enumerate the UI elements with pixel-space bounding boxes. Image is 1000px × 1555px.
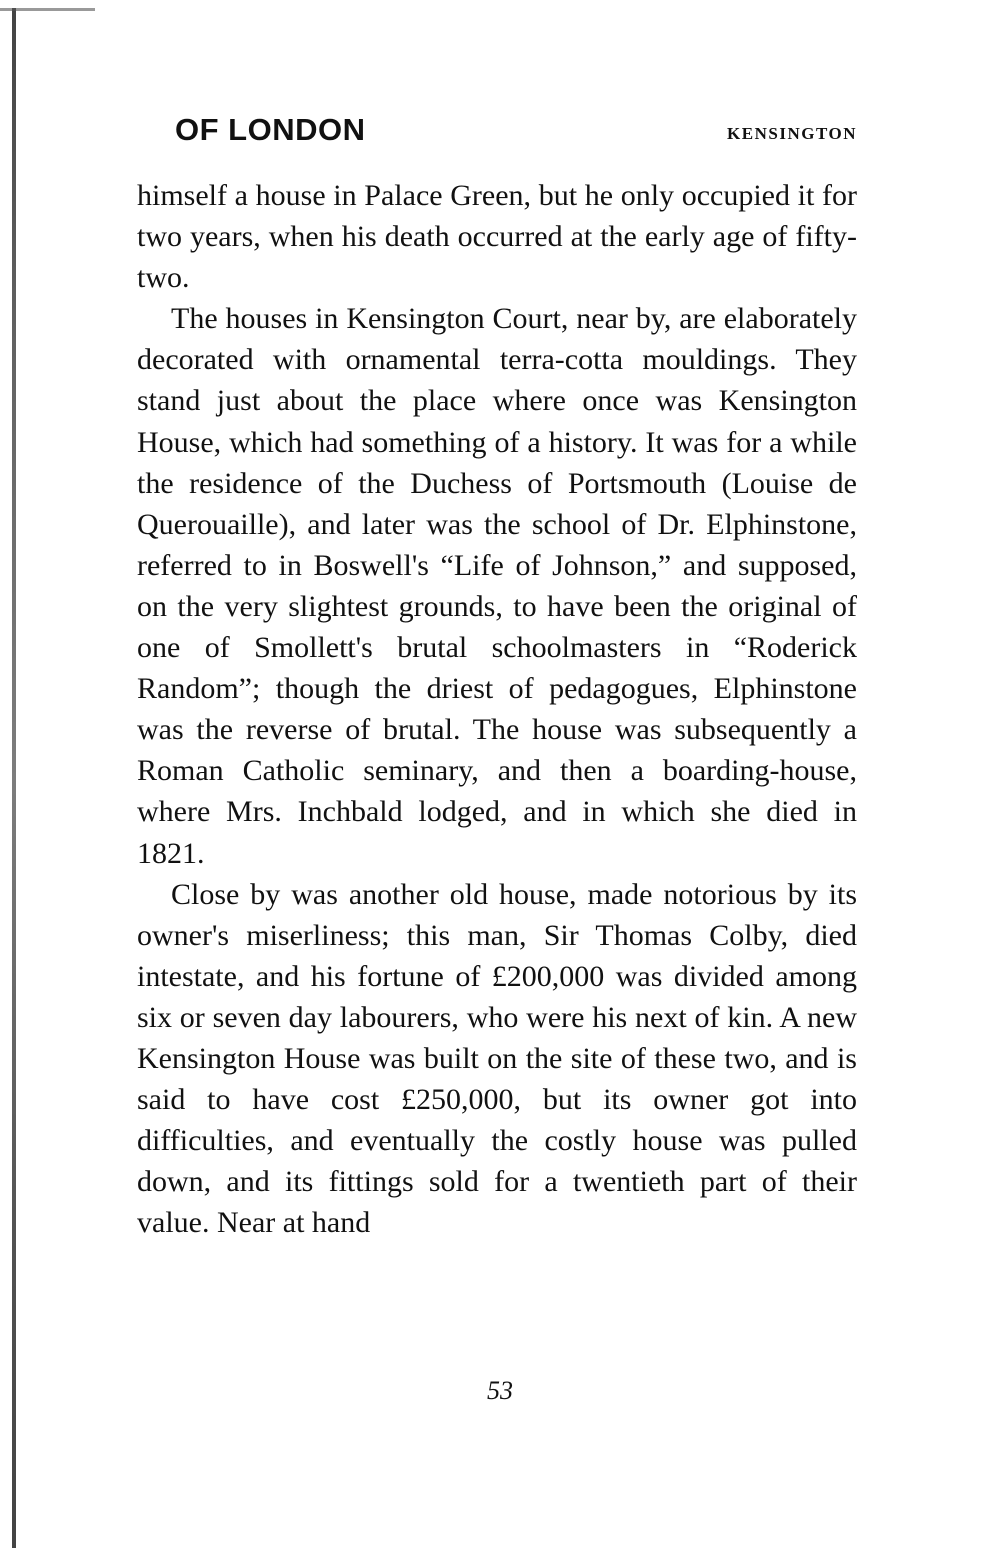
page-body <box>137 175 857 1243</box>
scan-edge-shadow <box>12 8 16 1548</box>
scan-edge-top-shadow <box>0 8 95 11</box>
paragraph-colby-house: Close by was another old house, made notorious by its owner's miserliness; this man, Sir Thomas Colby, died intestate, and his fortune of £200,000 was divided among six or seven day labourers, who were his next of kin. A new Kensington House was built on the site of these two, and is said to have cost £250,000, but its owner got into difficulties, and eventually the costly house was pulled down, and its fittings sold for a twentieth part of their value. Near at hand <box>137 877 857 1240</box>
running-head-left: OF LONDON <box>175 112 366 147</box>
running-head-right: KENSINGTON <box>727 124 857 143</box>
paragraph-continuation: himself a house in Palace Green, but he only occupied it for two years, when his death occurred at the early age of fifty-two. <box>137 179 857 295</box>
page-number: 53 <box>487 1376 513 1405</box>
running-head <box>175 112 857 156</box>
paragraph-kensington-court: The houses in Kensington Court, near by, are elaborately decorated with ornamental terra-cotta mouldings. They stand just about the place where once was Kensington House, which had something of a history. It was for a while the residence of the Duchess of Portsmouth (Louise de Querouaille), and later was the school of Dr. Elphinstone, referred to in Boswell's “Life of Johnson,” and supposed, on the very slightest grounds, to have been the original of one of Smollett's brutal schoolmasters in “Roderick Random”; though the driest of pedagogues, Elphinstone was the reverse of brutal. The house was subsequently a Roman Catholic seminary, and then a boarding-house, where Mrs. Inchbald lodged, and in which she died in 1821. <box>137 302 857 870</box>
